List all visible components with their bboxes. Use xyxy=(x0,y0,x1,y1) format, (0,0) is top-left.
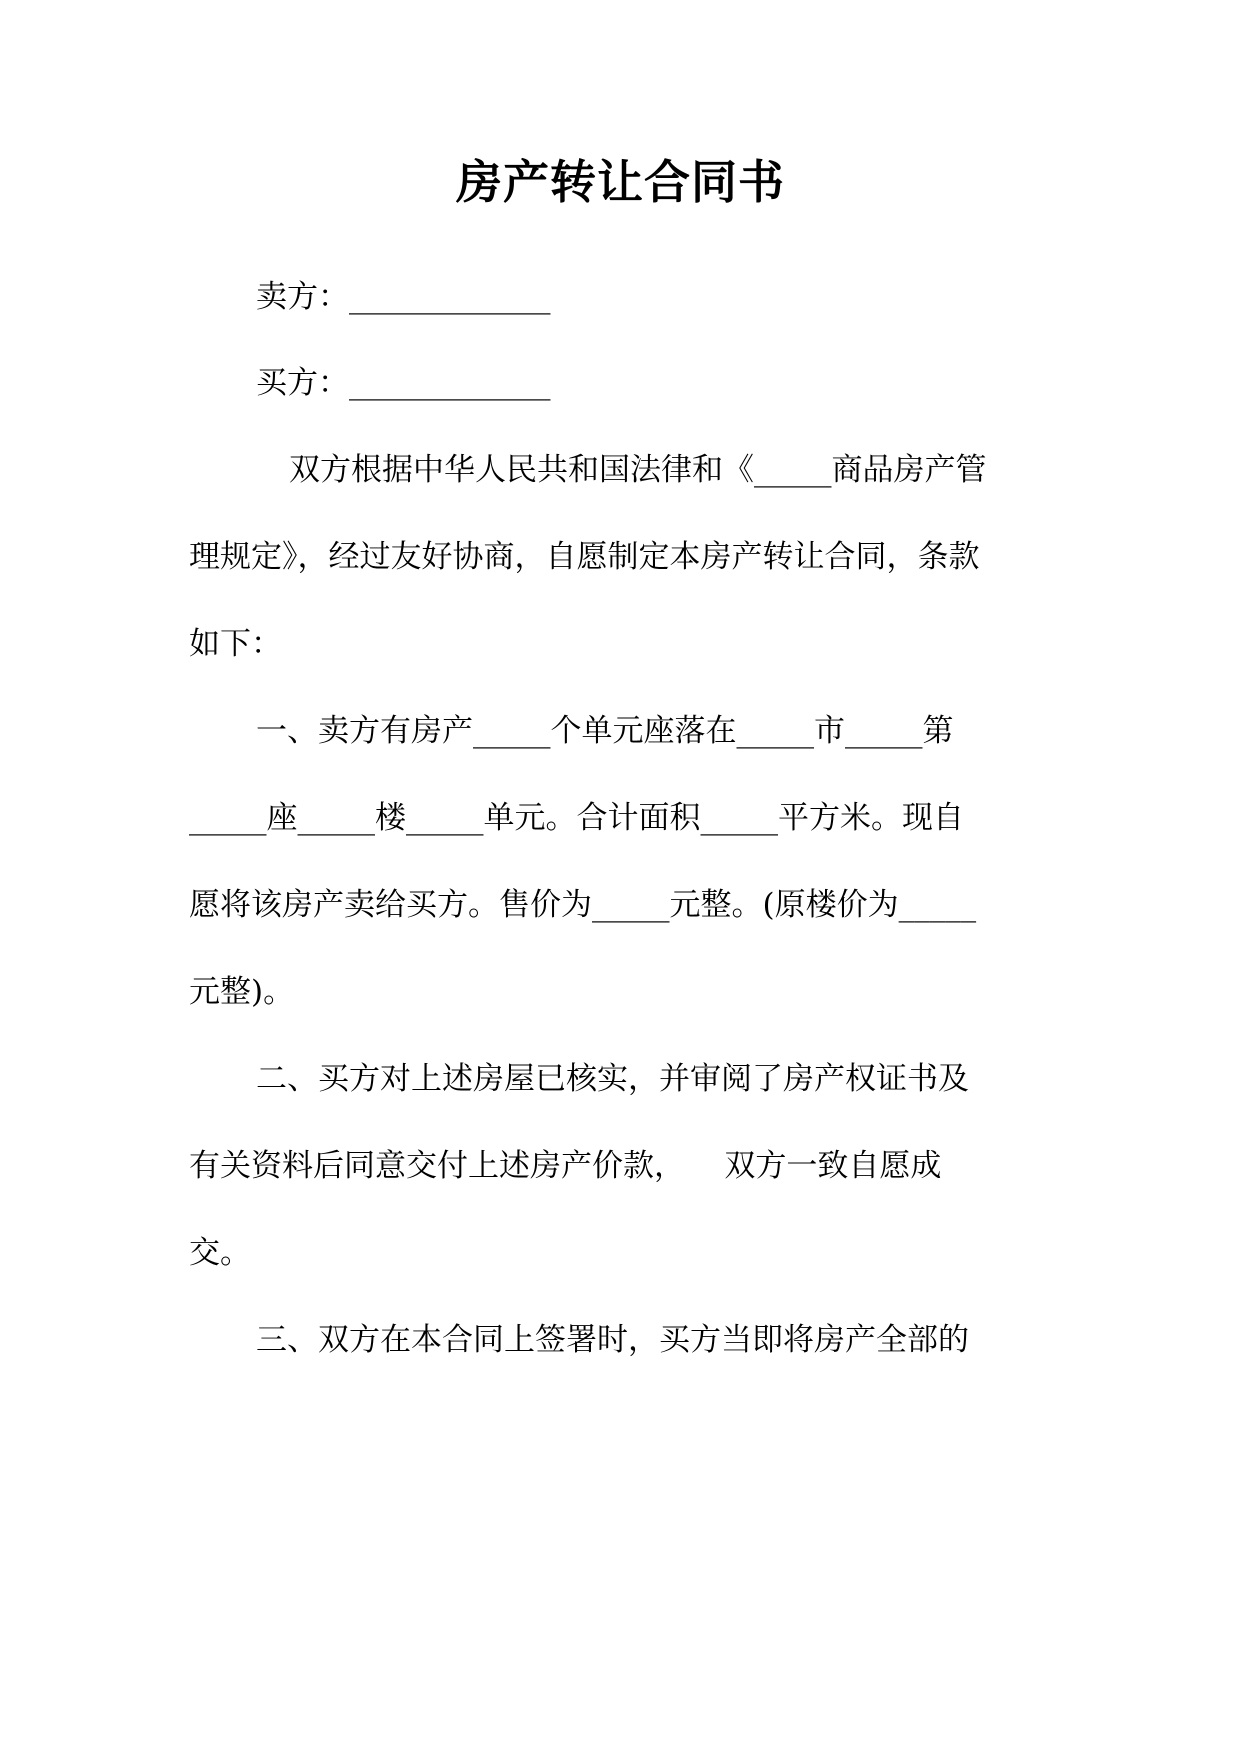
clause-1-line-3: 愿将该房产卖给买方。售价为_____元整。(原楼价为_____ xyxy=(189,887,977,923)
clause-2-line-2: 有关资料后同意交付上述房产价款， 双方一致自愿成 xyxy=(189,1148,942,1184)
preamble-line-1: 双方根据中华人民共和国法律和《_____商品房产管 xyxy=(289,452,987,488)
clause-1-line-2: _____座_____楼_____单元。合计面积_____平方米。现自 xyxy=(189,800,964,836)
clause-1-line-1: 一、卖方有房产_____个单元座落在_____市_____第 xyxy=(256,713,954,749)
document-title: 房产转让合同书 xyxy=(456,155,785,209)
clause-3-line-1: 三、双方在本合同上签署时，买方当即将房产全部的 xyxy=(256,1322,969,1358)
clause-2-line-1: 二、买方对上述房屋已核实，并审阅了房产权证书及 xyxy=(256,1061,969,1097)
preamble-line-3: 如下： xyxy=(189,626,282,662)
clause-1-line-4: 元整)。 xyxy=(189,974,295,1010)
seller-line: 卖方：_____________ xyxy=(256,279,551,315)
clause-2-line-3: 交。 xyxy=(189,1235,251,1271)
preamble-line-2: 理规定》，经过友好协商，自愿制定本房产转让合同，条款 xyxy=(189,539,980,575)
buyer-line: 买方：_____________ xyxy=(256,365,551,401)
